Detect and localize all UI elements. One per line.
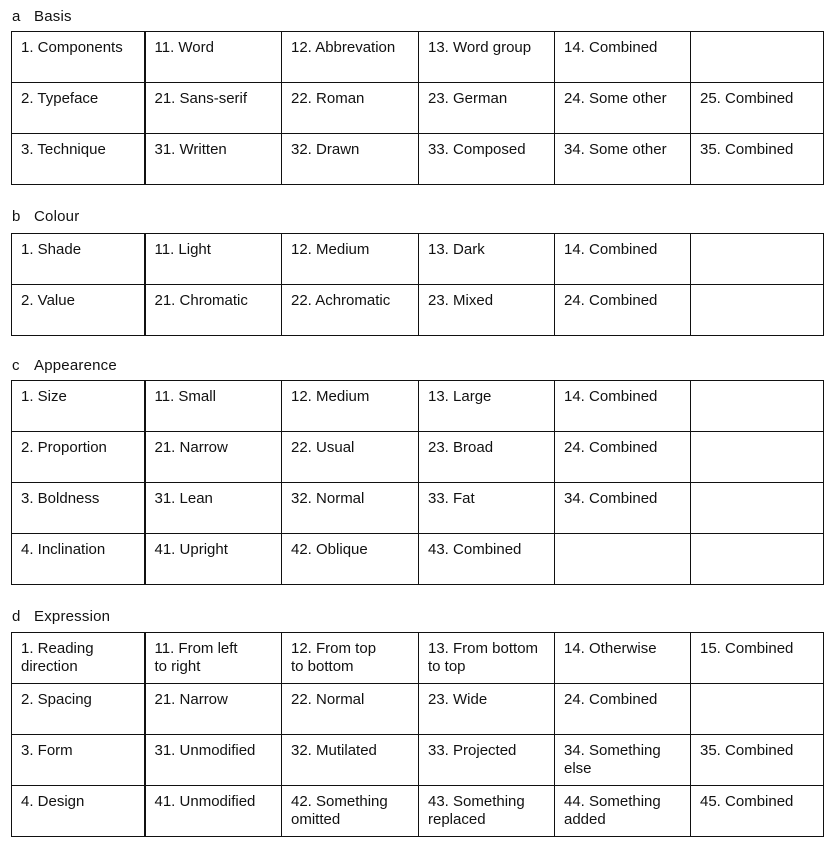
section-title-appearence — [12, 357, 117, 374]
table-cell: 43. Something replaced — [419, 786, 555, 837]
table-cell: 41. Upright — [145, 534, 282, 585]
section-letter: b — [12, 208, 21, 225]
table-cell: 31. Written — [145, 134, 282, 185]
table-cell: 2. Proportion — [12, 432, 145, 483]
table-cell: 23. German — [419, 83, 555, 134]
table-cell: 12. Medium — [282, 381, 419, 432]
table-cell: 24. Combined — [555, 684, 691, 735]
colour-table — [11, 233, 824, 336]
table-row — [12, 483, 824, 534]
table-cell — [691, 381, 824, 432]
table-cell: 35. Combined — [691, 735, 824, 786]
table-row — [12, 381, 824, 432]
table-cell: 21. Narrow — [145, 684, 282, 735]
table-row — [12, 285, 824, 336]
table-cell: 13. Large — [419, 381, 555, 432]
table-cell — [691, 32, 824, 83]
table-cell: 21. Narrow — [145, 432, 282, 483]
table-cell: 1. Size — [12, 381, 145, 432]
table-row — [12, 735, 824, 786]
section-name: Basis — [34, 8, 72, 25]
table-cell: 33. Projected — [419, 735, 555, 786]
section-letter: d — [12, 608, 21, 625]
table-cell: 23. Broad — [419, 432, 555, 483]
table-cell: 2. Value — [12, 285, 145, 336]
table-row — [12, 32, 824, 83]
section-name: Appearence — [34, 357, 117, 374]
table-cell: 11. From left to right — [145, 633, 282, 684]
table-cell: 21. Sans-serif — [145, 83, 282, 134]
table-row — [12, 684, 824, 735]
table-row — [12, 234, 824, 285]
table-cell: 4. Design — [12, 786, 145, 837]
table-cell: 21. Chromatic — [145, 285, 282, 336]
table-cell: 22. Normal — [282, 684, 419, 735]
table-cell: 23. Mixed — [419, 285, 555, 336]
section-title-expression — [12, 608, 110, 625]
table-cell: 22. Roman — [282, 83, 419, 134]
table-cell: 14. Combined — [555, 32, 691, 83]
table-cell: 44. Something added — [555, 786, 691, 837]
table-row — [12, 134, 824, 185]
section-title-basis — [12, 8, 72, 25]
section-name: Expression — [34, 608, 111, 625]
table-row — [12, 786, 824, 837]
table-cell — [555, 534, 691, 585]
table-cell: 35. Combined — [691, 134, 824, 185]
table-cell: 34. Some other — [555, 134, 691, 185]
table-cell: 11. Word — [145, 32, 282, 83]
table-cell: 14. Combined — [555, 381, 691, 432]
table-cell: 33. Composed — [419, 134, 555, 185]
section-title-colour — [12, 208, 79, 225]
table-cell: 34. Combined — [555, 483, 691, 534]
section-name: Colour — [34, 208, 80, 225]
table-cell: 24. Combined — [555, 285, 691, 336]
section-letter: a — [12, 8, 21, 25]
table-cell: 2. Spacing — [12, 684, 145, 735]
basis-table — [11, 31, 824, 185]
table-cell — [691, 285, 824, 336]
table-row — [12, 83, 824, 134]
table-cell — [691, 684, 824, 735]
table-cell — [691, 432, 824, 483]
table-cell: 31. Unmodified — [145, 735, 282, 786]
table-cell: 34. Something else — [555, 735, 691, 786]
table-cell: 11. Light — [145, 234, 282, 285]
table-cell: 25. Combined — [691, 83, 824, 134]
table-cell: 14. Otherwise — [555, 633, 691, 684]
table-cell: 12. Abbrevation — [282, 32, 419, 83]
table-cell: 32. Mutilated — [282, 735, 419, 786]
table-cell: 3. Technique — [12, 134, 145, 185]
expression-table — [11, 632, 824, 837]
table-row — [12, 432, 824, 483]
table-cell: 41. Unmodified — [145, 786, 282, 837]
table-cell: 15. Combined — [691, 633, 824, 684]
table-cell: 4. Inclination — [12, 534, 145, 585]
table-cell: 12. Medium — [282, 234, 419, 285]
table-cell: 32. Drawn — [282, 134, 419, 185]
table-cell: 1. Reading direction — [12, 633, 145, 684]
table-cell: 13. From bottom to top — [419, 633, 555, 684]
table-cell: 45. Combined — [691, 786, 824, 837]
table-cell: 43. Combined — [419, 534, 555, 585]
table-cell: 14. Combined — [555, 234, 691, 285]
table-cell: 23. Wide — [419, 684, 555, 735]
table-cell: 24. Some other — [555, 83, 691, 134]
table-cell: 24. Combined — [555, 432, 691, 483]
table-cell: 2. Typeface — [12, 83, 145, 134]
table-cell: 31. Lean — [145, 483, 282, 534]
table-cell: 42. Something omitted — [282, 786, 419, 837]
table-cell: 3. Boldness — [12, 483, 145, 534]
table-cell: 32. Normal — [282, 483, 419, 534]
table-cell: 42. Oblique — [282, 534, 419, 585]
table-cell — [691, 534, 824, 585]
section-letter: c — [12, 357, 20, 374]
table-cell: 33. Fat — [419, 483, 555, 534]
table-cell: 22. Achromatic — [282, 285, 419, 336]
table-cell: 3. Form — [12, 735, 145, 786]
appearence-table — [11, 380, 824, 585]
table-cell: 12. From top to bottom — [282, 633, 419, 684]
table-cell: 1. Shade — [12, 234, 145, 285]
table-cell: 13. Dark — [419, 234, 555, 285]
table-cell: 1. Components — [12, 32, 145, 83]
table-cell — [691, 234, 824, 285]
table-row — [12, 534, 824, 585]
table-row — [12, 633, 824, 684]
table-cell: 13. Word group — [419, 32, 555, 83]
table-cell: 22. Usual — [282, 432, 419, 483]
table-cell: 11. Small — [145, 381, 282, 432]
table-cell — [691, 483, 824, 534]
